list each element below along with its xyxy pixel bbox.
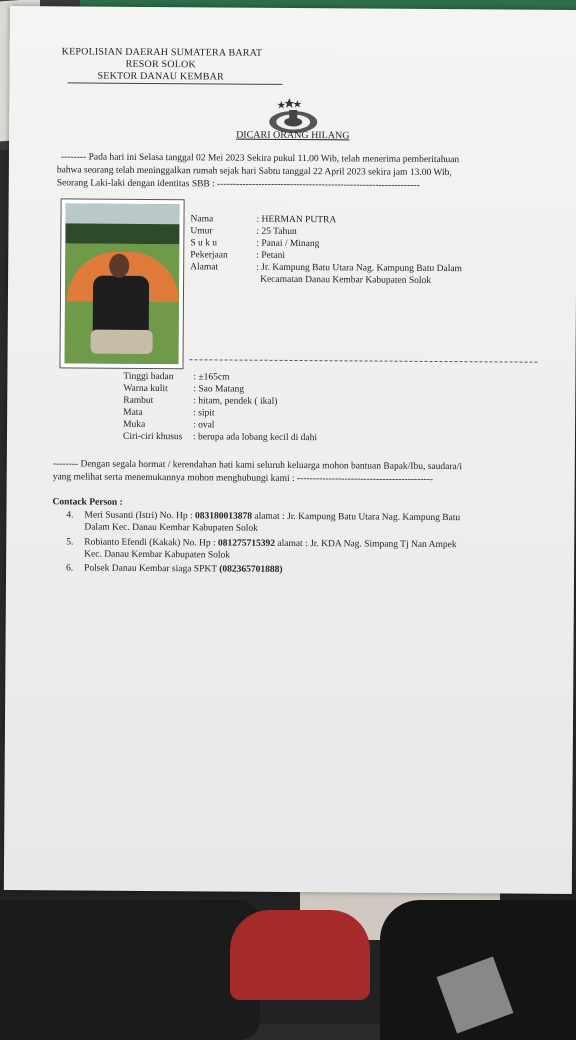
background-cloth xyxy=(0,900,260,1040)
value-mata: : sipit xyxy=(193,408,215,419)
contact-item-num: 6. xyxy=(66,563,74,574)
value-muka: : oval xyxy=(193,420,215,431)
background-red-object xyxy=(230,910,370,1000)
label-rambut: Rambut xyxy=(123,395,154,407)
intro-line-1: -------- Pada hari ini Selasa tanggal 02 Mei 2023 Sekira pukul 11.00 Wib, telah menerima pemberitahuan xyxy=(60,152,460,166)
label-tinggi: Tinggi badan xyxy=(123,371,174,383)
label-mata: Mata xyxy=(123,407,143,418)
appeal-line-2: yang melihat serta menemukannya mohon menghubungi kami : ------------------------------------------- xyxy=(52,472,434,485)
label-ciri-khusus: Ciri-ciri khusus xyxy=(122,431,183,443)
notice-title: DICARI ORANG HILANG xyxy=(236,129,350,142)
contact-item-num: 5. xyxy=(66,537,74,548)
contact-phone: (082365701888) xyxy=(219,564,283,575)
contact-item: Robianto Efendi (Kakak) No. Hp : 081275715392 alamat : Jr. KDA Nag. Simpang Tj Nan Ampek xyxy=(84,537,457,551)
value-alamat: : Jr. Kampung Batu Utara Nag. Kampung Batu Dalam xyxy=(256,262,463,275)
value-warna-kulit: : Sao Matang xyxy=(193,384,245,395)
photo-divider xyxy=(190,359,538,362)
header-underline xyxy=(67,82,282,85)
contact-item-line2: Dalam Kec. Danau Kembar Kabupaten Solok xyxy=(84,522,258,534)
value-rambut: : hitam, pendek ( ikal) xyxy=(193,396,278,407)
label-umur: Umur xyxy=(190,226,213,237)
label-alamat: Alamat xyxy=(190,262,219,273)
value-ciri-khusus: : berupa ada lobang kecil di dahi xyxy=(192,432,318,444)
value-pekerjaan: : Petani xyxy=(256,250,286,261)
label-suku: S u k u xyxy=(190,238,218,249)
contact-item: Meri Susanti (Istri) No. Hp : 083180013878 alamat : Jr. Kampung Batu Utara Nag. Kampung Batu xyxy=(84,510,461,524)
value-nama: : HERMAN PUTRA xyxy=(256,214,337,226)
contact-item-num: 4. xyxy=(66,510,74,521)
header-line-1: KEPOLISIAN DAERAH SUMATERA BARAT xyxy=(61,46,263,59)
intro-line-2: bahwa seorang telah meninggalkan rumah sejak hari Sabtu tanggal 22 April 2023 sekira jam 13.00 Wib, xyxy=(56,165,452,179)
missing-person-photo xyxy=(59,198,184,369)
intro-line-3: Seorang Laki-laki dengan identitas SBB : ---------------------------------------------------------------- xyxy=(56,178,420,191)
appeal-line-1: -------- Dengan segala hormat / kerendahan hati kami seluruh keluarga mohon bantuan Bapak/Ibu, saudara/i xyxy=(52,459,463,473)
value-umur: : 25 Tahun xyxy=(256,226,297,238)
header-line-2: RESOR SOLOK xyxy=(125,58,196,71)
value-tinggi: : ±165cm xyxy=(193,372,230,383)
label-pekerjaan: Pekerjaan xyxy=(190,250,228,261)
header-line-3: SEKTOR DANAU KEMBAR xyxy=(97,70,224,83)
missing-person-notice xyxy=(4,6,576,894)
contact-heading: Contack Person : xyxy=(52,497,123,508)
value-suku: : Panai / Minang xyxy=(256,238,320,250)
contact-phone: 083180013878 xyxy=(194,511,253,522)
label-warna-kulit: Warna kulit xyxy=(123,383,168,395)
contact-item-line2: Kec. Danau Kembar Kabupaten Solok xyxy=(84,549,231,561)
contact-item: Polsek Danau Kembar siaga SPKT (082365701888) xyxy=(84,563,283,575)
contact-phone: 081275715392 xyxy=(217,538,276,549)
label-nama: Nama xyxy=(190,214,214,225)
value-alamat-line2: Kecamatan Danau Kembar Kabupaten Solok xyxy=(260,274,432,286)
label-muka: Muka xyxy=(123,419,146,430)
